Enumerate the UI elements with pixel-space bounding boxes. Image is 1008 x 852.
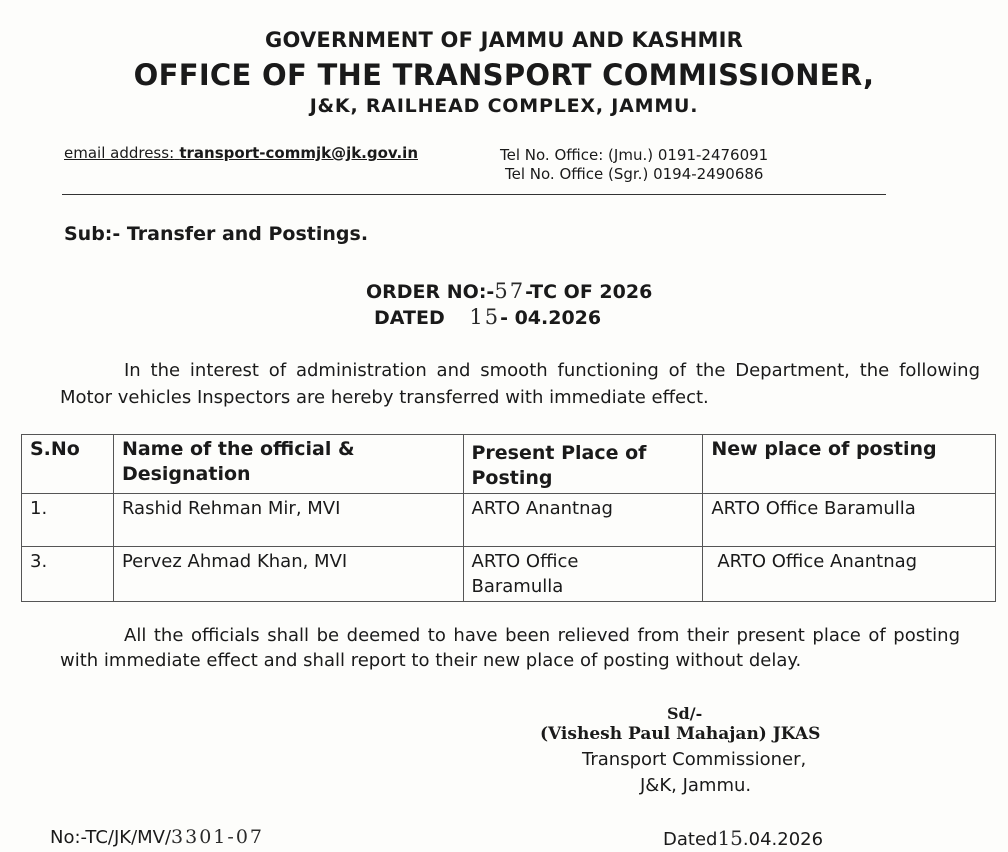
signatory-designation: Transport Commissioner, bbox=[582, 749, 807, 770]
header-name: Name of the official & Designation bbox=[113, 435, 463, 494]
order-number-handwritten: 57 bbox=[494, 279, 526, 303]
reference-date bbox=[663, 826, 823, 850]
order-number bbox=[366, 279, 652, 303]
table-header-row bbox=[22, 435, 996, 494]
tel-jammu: Tel No. Office: (Jmu.) 0191-2476091 bbox=[500, 146, 769, 164]
signatory-name: (Vishesh Paul Mahajan) JKAS bbox=[540, 724, 821, 744]
reference-handwritten: 3301-07 bbox=[171, 826, 264, 848]
tel-srinagar: Tel No. Office (Sgr.) 0194-2490686 bbox=[505, 165, 764, 183]
closing-paragraph: All the officials shall be deemed to have been relieved from their present place of posting with immediate effect and shall report to their new place of posting without delay. bbox=[60, 625, 960, 671]
cell-present: ARTO Office Baramulla bbox=[463, 547, 703, 602]
cell-present: ARTO Anantnag bbox=[463, 494, 703, 547]
header-sno: S.No bbox=[22, 435, 114, 494]
cell-new: ARTO Office Anantnag bbox=[703, 547, 996, 602]
order-date bbox=[374, 305, 601, 329]
cell-name: Rashid Rehman Mir, MVI bbox=[113, 494, 463, 547]
reference-day-handwritten: 15 bbox=[717, 826, 743, 850]
header-government: GOVERNMENT OF JAMMU AND KASHMIR bbox=[265, 28, 743, 52]
header-office: OFFICE OF THE TRANSPORT COMMISSIONER, bbox=[133, 58, 875, 92]
email-label: email address: bbox=[64, 144, 175, 162]
cell-new: ARTO Office Baramulla bbox=[703, 494, 996, 547]
header-address: J&K, RAILHEAD COMPLEX, JAMMU. bbox=[309, 95, 699, 117]
header-present-posting: Present Place of Posting bbox=[463, 435, 703, 494]
reference-dated-prefix: Dated bbox=[663, 829, 718, 850]
order-prefix: ORDER NO:- bbox=[366, 281, 495, 303]
subject-line: Sub:- Transfer and Postings. bbox=[64, 223, 369, 245]
table-row bbox=[22, 494, 996, 547]
reference-date-suffix: .04.2026 bbox=[742, 829, 824, 850]
cell-name: Pervez Ahmad Khan, MVI bbox=[113, 547, 463, 602]
cell-sno: 3. bbox=[22, 547, 114, 602]
order-date-suffix: - 04.2026 bbox=[500, 307, 602, 329]
reference-number bbox=[50, 826, 264, 848]
table-row bbox=[22, 547, 996, 602]
signature-sd: Sd/- bbox=[667, 704, 703, 723]
order-day-handwritten: 15 bbox=[469, 305, 501, 329]
order-dated-label: DATED bbox=[374, 307, 445, 329]
order-suffix: -TC OF 2026 bbox=[525, 281, 653, 303]
signatory-place: J&K, Jammu. bbox=[640, 775, 752, 796]
header-new-posting: New place of posting bbox=[703, 435, 996, 494]
reference-prefix: No:-TC/JK/MV/ bbox=[50, 827, 172, 848]
intro-paragraph: In the interest of administration and smooth functioning of the Department, the following Motor vehicles Inspectors are hereby transferred with immediate effect. bbox=[60, 360, 980, 408]
header-divider bbox=[62, 194, 886, 195]
transfer-table bbox=[21, 434, 996, 602]
email-address bbox=[64, 144, 418, 162]
cell-sno: 1. bbox=[22, 494, 114, 547]
email-value: transport-commjk@jk.gov.in bbox=[179, 144, 418, 162]
